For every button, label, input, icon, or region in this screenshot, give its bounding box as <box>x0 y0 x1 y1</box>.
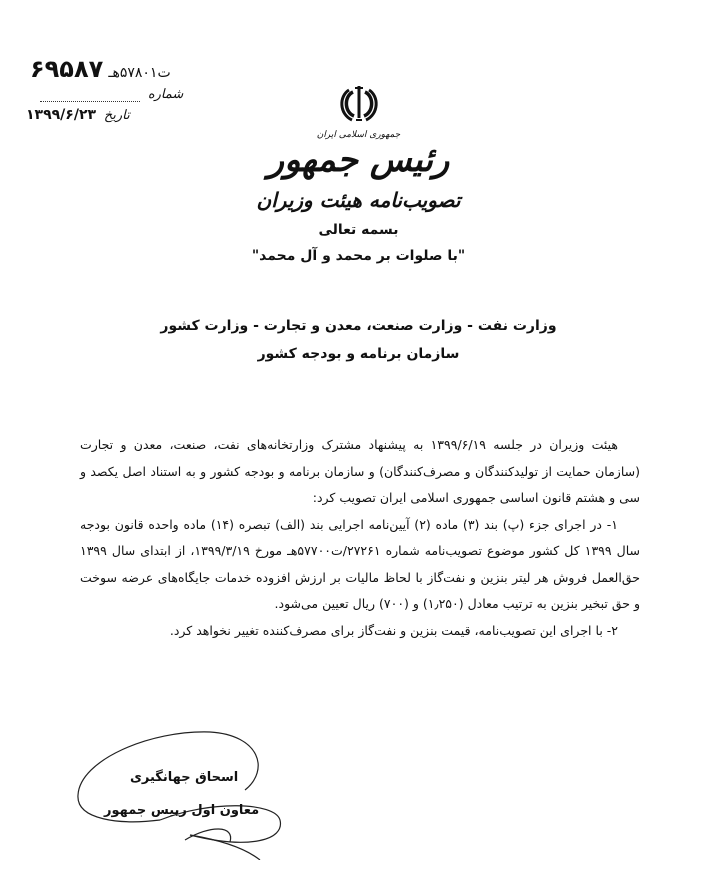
date-field <box>20 107 130 123</box>
decree-item-1: ۱- در اجرای جزء (پ) بند (۳) ماده (۲) آیین‌نامه اجرایی بند (الف) تبصره (۱۴) ماده واحده قانون بودجه سال ۱۳۹۹ کل کشور موضوع تصویب‌نامه شماره ۲۷۲۶۱/ت۵۷۷۰۰هـ مورخ ۱۳۹۹/۳/۱۹، از ابتدای سال ۱۳۹۹ حق‌العمل فروش هر لیتر بنزین و نفت‌گاز با لحاظ مالیات بر ارزش افزوده خدمات جایگاه‌های عرضه سوخت و حق تبخیر بنزین به ترتیب معادل (۱٫۲۵۰) و (۷۰۰) ریال تعیین می‌شود. <box>80 516 640 611</box>
reference-number-small: ت۵۷۸۰۱هـ <box>108 65 171 81</box>
recipients-line-1: وزارت نفت - وزارت صنعت، معدن و تجارت - وزارت کشور <box>160 318 557 334</box>
signature-scribble-icon <box>60 730 320 860</box>
decree-item-2: ۲- با اجرای این تصویب‌نامه، قیمت بنزین و نفت‌گاز برای مصرف‌کننده تغییر نخواهد کرد. <box>169 622 618 638</box>
reference-number-big: ۶۹۵۸۷ <box>30 55 104 83</box>
decree-intro: هیئت وزیران در جلسه ۱۳۹۹/۶/۱۹ به پیشنهاد مشترک وزارتخانه‌های نفت، صنعت، معدن و تجارت (سازمان حمایت از تولیدکنندگان و مصرف‌کنندگان) و سازمان برنامه و بودجه کشور و به استناد اصل یکصد و سی و هشتم قانون اساسی جمهوری اسلامی ایران تصویب کرد: <box>80 437 640 505</box>
iran-emblem-icon <box>338 82 380 124</box>
recipients-line-2: سازمان برنامه و بودجه کشور <box>257 346 460 362</box>
office-title: رئیس جمهور <box>267 140 450 180</box>
invocation: بسمه تعالی <box>318 222 399 238</box>
date-value: ۱۳۹۹/۶/۲۳ <box>26 107 97 123</box>
date-label: تاریخ <box>103 108 130 123</box>
number-field <box>40 87 183 102</box>
signature-block <box>60 730 320 860</box>
country-name: جمهوری اسلامی ایران <box>316 130 401 140</box>
salutation: "با صلوات بر محمد و آل محمد" <box>251 248 466 264</box>
number-dots <box>40 89 140 102</box>
decree-body <box>80 432 640 644</box>
number-label: شماره <box>147 87 184 102</box>
signatory-title: معاون اول رییس جمهور <box>104 803 260 818</box>
reference-number <box>30 55 177 83</box>
document-type: تصویب‌نامه هیئت وزیران <box>256 188 461 212</box>
signatory-name: اسحاق جهانگیری <box>130 770 239 785</box>
